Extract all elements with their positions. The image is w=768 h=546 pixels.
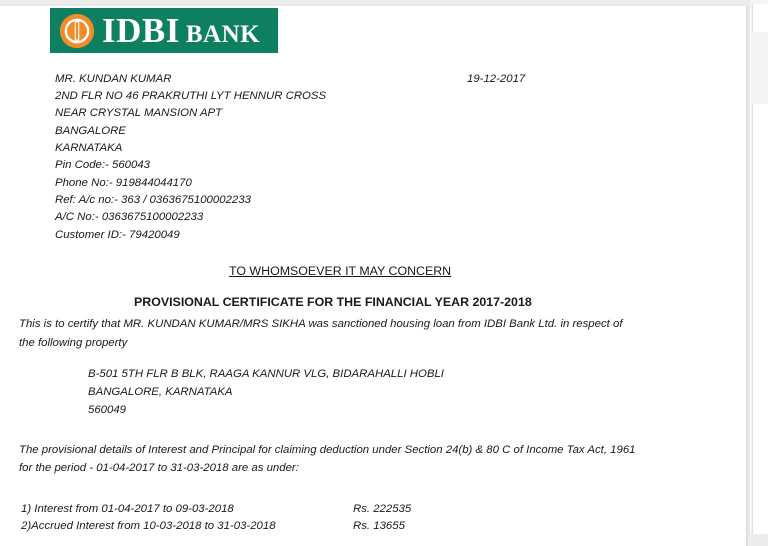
bank-logo-text [102, 13, 260, 48]
certify-line-1: This is to certify that MR. KUNDAN KUMAR/MRS SIKHA was sanctioned housing loan from IDBI Bank Ltd. in respect of [19, 318, 623, 330]
provisional-line-1: The provisional details of Interest and Principal for claiming deduction under Section 24(b) & 80 C of Income Tax Act, 1961 [19, 444, 636, 456]
bank-logo [50, 8, 278, 53]
interest-item-amount: Rs. 222535 [353, 503, 412, 515]
provisional-line-2: for the period - 01-04-2017 to 31-03-2018 are as under: [19, 462, 299, 474]
accrued-interest-item-label: 2)Accrued Interest from 10-03-2018 to 31-03-2018 [21, 520, 276, 532]
letter-date: 19-12-2017 [467, 73, 526, 85]
adjacent-page-thumb [752, 4, 768, 32]
bank-name-main: IDBI [102, 11, 180, 50]
address-city: BANGALORE [55, 125, 126, 137]
certify-line-2: the following property [19, 337, 128, 349]
adjacent-page-thumb [752, 262, 768, 534]
bank-name-sub: BANK [185, 21, 261, 48]
certificate-title: PROVISIONAL CERTIFICATE FOR THE FINANCIAL YEAR 2017-2018 [134, 295, 532, 309]
customer-id: Customer ID:- 79420049 [55, 229, 180, 241]
address-state: KARNATAKA [55, 142, 123, 154]
recipient-name: MR. KUNDAN KUMAR [55, 73, 172, 85]
address-line-1: 2ND FLR NO 46 PRAKRUTHI LYT HENNUR CROSS [55, 90, 327, 102]
idbi-emblem-icon [58, 12, 96, 50]
pin-code: Pin Code:- 560043 [55, 159, 150, 171]
phone-number: Phone No:- 919844044170 [55, 177, 192, 189]
property-line-1: B-501 5TH FLR B BLK, RAAGA KANNUR VLG, BIDARAHALLI HOBLI [88, 368, 444, 380]
accrued-interest-item-amount: Rs. 13655 [353, 520, 405, 532]
interest-item-label: 1) Interest from 01-04-2017 to 09-03-2018 [21, 503, 234, 515]
adjacent-pages-strip [750, 0, 768, 534]
address-line-2: NEAR CRYSTAL MANSION APT [55, 107, 223, 119]
reference-number: Ref: A/c no:- 363 / 0363675100002233 [55, 194, 251, 206]
property-pincode: 560049 [88, 404, 127, 416]
property-line-2: BANGALORE, KARNATAKA [88, 386, 233, 398]
salutation: TO WHOMSOEVER IT MAY CONCERN [229, 264, 452, 278]
certificate-page [0, 6, 747, 546]
account-number: A/C No:- 0363675100002233 [55, 211, 204, 223]
